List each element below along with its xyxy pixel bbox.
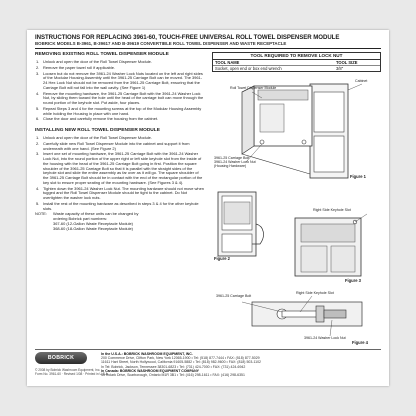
us-address-1: 200 Commerce Drive, Clifton Park, New York 12065-1900 • Tel: (518) 877-7444 • FAX: (518) 877-5029 bbox=[101, 356, 260, 361]
step-number: 2. bbox=[36, 140, 40, 146]
figure-4-caption: Figure 4 bbox=[352, 340, 368, 345]
instruction-step bbox=[35, 202, 205, 212]
fig1-housing-label: (Housing Hardware) bbox=[214, 164, 247, 168]
tool-table-title: TOOL REQUIRED TO REMOVE LOCK NUT bbox=[213, 53, 380, 60]
instruction-step bbox=[35, 72, 205, 91]
step-text: Insert one set of mounting hardware, the 3961-25 Carriage Bolt with the 3961-24 Washer Lock Nut, into the round portion of the upper right or left side keyhole slot from the inside of the housing with the head of the 3961-25 Carriage Bolt going in first. Position the square shoulder of the 3961-25 Carriage Bolt so that it is parallel with the straight sides of the keyhole slot and slide the entire assembly as far over as it will go. The square shoulder of the 3961-25 Carriage Bolt should be in contact with the end of the rectangular portion of the key slot to ensure proper seating of the mounting hardware. (See Figures 3 & 4). bbox=[43, 151, 203, 185]
copyright-line: © 2008 by Bobrick Washroom Equipment, Inc. bbox=[35, 368, 101, 372]
instruction-sheet bbox=[27, 30, 389, 386]
figure-3-drawing bbox=[275, 208, 381, 290]
fig4-bolt-label: 3961-25 Carriage Bolt bbox=[216, 294, 252, 298]
page-title: INSTRUCTIONS FOR REPLACING 3961-60, TOUCH-FREE UNIVERSAL ROLL TOWEL DISPENSER MODULE bbox=[35, 34, 340, 41]
step-number: 4. bbox=[36, 90, 40, 96]
figure-4 bbox=[212, 292, 381, 348]
step-text: Loosen but do not remove the 3961-24 Washer Lock Nuts located on the left and right sides of the Modular Housing Assembly until the 3961-25 Carriage Bolt can be moved. The 3961-24 Hex Lock Nut should not be removed from the 3961-25 Carriage Bolt, ensuring that the Carriage Bolt will not fall into the wall cavity. (See Figure 1) bbox=[43, 70, 203, 90]
step-number: 3. bbox=[36, 151, 40, 157]
page-subtitle: BOBRICK MODELS B-3961, B-39617 AND B-39619 CONVERTIBLE ROLL TOWEL DISPENSER AND WASTE RECEPTACLE bbox=[35, 41, 287, 46]
capacity-note bbox=[35, 212, 205, 231]
installing-heading: INSTALLING NEW ROLL TOWEL DISPENSER MODULE bbox=[35, 128, 160, 133]
removing-heading: REMOVING EXISTING ROLL TOWEL DISPENSER MODULE bbox=[35, 52, 169, 57]
tool-table-row bbox=[213, 66, 380, 71]
fig1-module-label: Roll Towel Dispenser Module bbox=[230, 86, 277, 90]
instruction-step bbox=[35, 142, 205, 152]
tool-table bbox=[212, 52, 381, 72]
copyright bbox=[35, 369, 109, 377]
step-number: 6. bbox=[36, 116, 40, 122]
fig1-cabinet-label: Cabinet bbox=[355, 79, 368, 83]
instruction-step bbox=[35, 152, 205, 185]
form-number: Form No. 3961-60 · Revised 1/08 · Printed in U.S.A. bbox=[35, 371, 109, 376]
step-text: Repeat Steps 3 and 4 for the mounting screws at the top of the Modular Housing Assembly while holding the Housing in place with one hand. bbox=[43, 105, 202, 116]
step-text: Close the door and carefully remove the housing from the cabinet. bbox=[43, 116, 159, 122]
tool-size-cell: 3/8" bbox=[336, 66, 344, 71]
instruction-step bbox=[35, 187, 205, 201]
note-line: 367-60 (12-Gallon Waste Receptacle Module) bbox=[53, 220, 133, 226]
instruction-step bbox=[35, 92, 205, 106]
figure-3 bbox=[275, 208, 381, 290]
figure-2-caption: Figure 2 bbox=[214, 256, 230, 261]
sheet-header bbox=[35, 34, 381, 46]
removing-steps bbox=[35, 60, 205, 122]
figure-2 bbox=[212, 188, 272, 268]
instruction-step bbox=[35, 117, 205, 122]
step-text: Remove the mounting hardware, the 3961-25 Carriage Bolt with the 3961-24 Washer Lock Nut, by sliding them toward the hole until the head of the carriage bolt can move through the round portion of the keyhole slot. Put aside, four places. bbox=[43, 90, 204, 105]
fig3-slot-label: Right Side Keyhole Slot bbox=[313, 208, 351, 212]
right-column bbox=[212, 52, 381, 72]
tool-size-header: TOOL SIZE bbox=[336, 60, 358, 65]
step-text: Unlock and open the door of the Roll Towel Dispenser Module. bbox=[43, 59, 152, 64]
note-label: NOTE: bbox=[35, 211, 48, 217]
step-number: 5. bbox=[36, 200, 40, 206]
us-address-2: 11611 Hart Street, North Hollywood, California 91605-5882 • Tel: (818) 982-9600 • FAX: (818) 503-1102 bbox=[101, 360, 261, 365]
step-number: 3. bbox=[36, 70, 40, 76]
step-number: 2. bbox=[36, 64, 40, 70]
fig4-nut-label: 3961-24 Washer Lock Nut bbox=[304, 336, 346, 340]
step-text: Install the rest of the mounting hardware as described in steps 3 & 4 for the other keyhole slots. bbox=[43, 200, 199, 211]
footer-rule bbox=[35, 349, 381, 350]
step-text: Tighten down the 3961-24 Washer Lock Nut. The mounting hardware should not move when tugged and the Roll Towel Dispenser Module should be tight to the cabinet. Do Not overtighten the washer lock nuts. bbox=[43, 185, 204, 200]
us-company: In the U.S.A.: BOBRICK WASHROOM EQUIPMENT, INC. bbox=[101, 352, 193, 356]
step-number: 4. bbox=[36, 185, 40, 191]
note-line: Waste capacity of these units can be changed by bbox=[53, 211, 139, 217]
left-column bbox=[35, 52, 205, 231]
figure-1-caption: Figure 1 bbox=[350, 174, 366, 179]
step-text: Unlock and open the door of the Roll Towel Dispenser Module. bbox=[43, 135, 152, 140]
canada-address: 45 Rolark Drive, Scarborough, Ontario M1R 3B1 • Tel: (416) 298-1611 • FAX: (416) 298-6351 bbox=[101, 373, 245, 378]
address-block bbox=[101, 352, 381, 377]
figure-3-caption: Figure 3 bbox=[345, 278, 361, 283]
installing-steps bbox=[35, 136, 205, 211]
fig1-nut-label: 3961-24 Washer Lock Nut bbox=[214, 160, 256, 164]
instruction-step bbox=[35, 107, 205, 117]
us-address-3: In Tel: Bobrick, Jackson, Tennessee 38301-6823 • Tel: (731) 424-7000 • FAX: (731) 424-6942 bbox=[101, 364, 246, 369]
figure-1 bbox=[212, 78, 381, 182]
step-text: Carefully slide new Roll Towel Dispenser Module into the cabinet and support it from underneath with one hand. (See Figure 2) bbox=[43, 140, 190, 151]
bobrick-logo: BOBRICK bbox=[35, 352, 87, 364]
instruction-step bbox=[35, 66, 205, 71]
step-number: 5. bbox=[36, 105, 40, 111]
step-text: Remove the paper towel roll if applicable. bbox=[43, 64, 116, 70]
tool-name-header: TOOL NAME bbox=[215, 60, 240, 65]
tool-name-cell: Socket, open end or box end wrench bbox=[215, 66, 282, 71]
fig1-bolt-label: 3961-25 Carriage Bolt bbox=[214, 156, 250, 160]
note-line: 368-60 (18-Gallon Waste Receptacle Module) bbox=[53, 225, 133, 231]
note-line: ordering Bobrick part numbers: bbox=[53, 216, 108, 221]
header-rule bbox=[35, 48, 381, 49]
step-number: 1. bbox=[36, 135, 40, 140]
canada-company: In Canada: BOBRICK WASHROOM EQUIPMENT COMPANY bbox=[101, 368, 199, 373]
fig4-slot-label: Right Side Keyhole Slot bbox=[296, 291, 334, 295]
step-number: 1. bbox=[36, 59, 40, 64]
note-lines bbox=[53, 212, 138, 231]
